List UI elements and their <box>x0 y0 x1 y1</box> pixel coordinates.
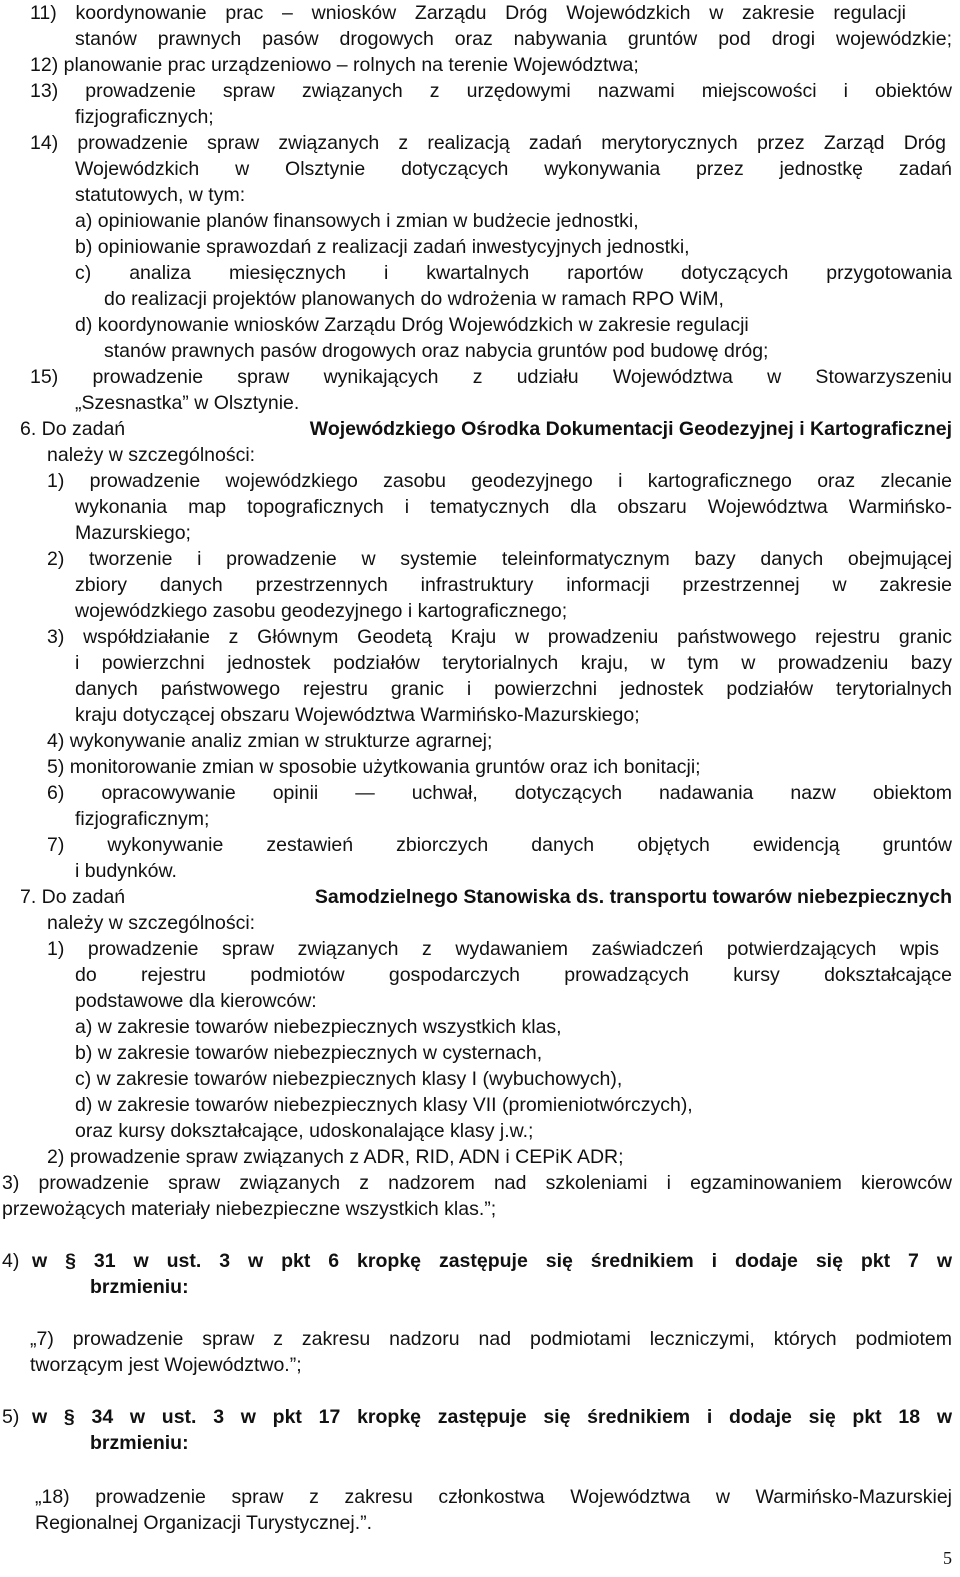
text-line: stanów prawnych pasów drogowych oraz nabycia gruntów pod budowę dróg; <box>104 340 769 362</box>
page-number: 5 <box>943 1548 952 1568</box>
text-line: i budynków. <box>75 860 177 882</box>
text-line: 1) prowadzenie spraw związanych z wydawaniem zaświadczeń potwierdzających wpis <box>47 938 939 960</box>
text-line: Mazurskiego; <box>75 522 191 544</box>
text-line: 2) prowadzenie spraw związanych z ADR, RID, ADN i CEPiK ADR; <box>47 1146 624 1168</box>
text-line: brzmieniu: <box>90 1276 189 1298</box>
text-line: 4) wykonywanie analiz zmian w strukturze agrarnej; <box>47 730 493 752</box>
text-line: tworzącym jest Województwo.”; <box>30 1354 302 1376</box>
text-line: 7) wykonywanie zestawień zbiorczych danych objętych ewidencją gruntów <box>47 834 952 856</box>
amendment-5 <box>2 1404 952 1430</box>
text-line: 6) opracowywanie opinii — uchwał, dotyczących nadawania nazw obiektom <box>47 782 952 804</box>
text-line: 15) prowadzenie spraw wynikających z udziału Województwa w Stowarzyszeniu <box>30 366 952 388</box>
amendment-text: w § 34 w ust. 3 w pkt 17 kropkę zastępuje się średnikiem i dodaje się pkt 18 w <box>32 1406 952 1428</box>
section-heading-7 <box>20 884 952 910</box>
text-line: d) koordynowanie wniosków Zarządu Dróg Wojewódzkich w zakresie regulacji <box>75 314 749 336</box>
text-line: wykonania map topograficznych i tematycznych dla obszaru Województwa Warmińsko- <box>75 496 952 518</box>
text-line: 3) współdziałanie z Głównym Geodetą Kraju w prowadzeniu państwowego rejestru granic <box>47 626 952 648</box>
text-line: należy w szczególności: <box>47 912 256 934</box>
text-line: podstawowe dla kierowców: <box>75 990 317 1012</box>
amendment-text: w § 31 w ust. 3 w pkt 6 kropkę zastępuje się średnikiem i dodaje się pkt 7 w <box>32 1250 952 1272</box>
text-line: oraz kursy dokształcające, udoskonalające klasy j.w.; <box>75 1120 534 1142</box>
text-line: b) w zakresie towarów niebezpiecznych w cysternach, <box>75 1042 543 1064</box>
heading-bold: Wojewódzkiego Ośrodka Dokumentacji Geodezyjnej i Kartograficznej <box>309 418 952 440</box>
text-line: Regionalnej Organizacji Turystycznej.”. <box>35 1512 373 1534</box>
text-line: 1) prowadzenie wojewódzkiego zasobu geodezyjnego i kartograficznego oraz zlecanie <box>47 470 952 492</box>
text-line: „7) prowadzenie spraw z zakresu nadzoru nad podmiotami leczniczymi, których podmiotem <box>30 1328 952 1350</box>
amendment-4 <box>2 1248 952 1274</box>
text-line: a) opiniowanie planów finansowych i zmian w budżecie jednostki, <box>75 210 639 232</box>
text-line: 13) prowadzenie spraw związanych z urzędowymi nazwami miejscowości i obiektów <box>30 80 952 102</box>
section-heading-6 <box>20 416 952 442</box>
text-line: i powierzchni jednostek podziałów terytorialnych kraju, w tym w prowadzeniu bazy <box>75 652 952 674</box>
heading-prefix: 7. Do zadań <box>20 886 131 908</box>
text-line: przewożących materiały niebezpieczne wszystkich klas.”; <box>2 1198 497 1220</box>
text-line: należy w szczególności: <box>47 444 256 466</box>
text-line: fizjograficznym; <box>75 808 210 830</box>
text-line: c) w zakresie towarów niebezpiecznych klasy I (wybuchowych), <box>75 1068 623 1090</box>
text-line: 2) tworzenie i prowadzenie w systemie teleinformatycznym bazy danych obejmującej <box>47 548 952 570</box>
text-line: statutowych, w tym: <box>75 184 246 206</box>
text-line: fizjograficznych; <box>75 106 214 128</box>
text-line: b) opiniowanie sprawozdań z realizacji zadań inwestycyjnych jednostki, <box>75 236 690 258</box>
text-line: stanów prawnych pasów drogowych oraz nabywania gruntów pod drogi wojewódzkie; <box>75 28 952 50</box>
text-line: 5) monitorowanie zmian w sposobie użytkowania gruntów oraz ich bonitacji; <box>47 756 701 778</box>
text-line: d) w zakresie towarów niebezpiecznych klasy VII (promieniotwórczych), <box>75 1094 693 1116</box>
text-line: danych państwowego rejestru granic i powierzchni jednostek podziałów terytorialnych <box>75 678 952 700</box>
text-line: 3) prowadzenie spraw związanych z nadzorem nad szkoleniami i egzaminowaniem kierowców <box>2 1172 952 1194</box>
text-line: 12) planowanie prac urządzeniowo – rolnych na terenie Województwa; <box>30 54 639 76</box>
text-line: brzmieniu: <box>90 1432 189 1454</box>
text-line: kraju dotyczącej obszaru Województwa Warmińsko-Mazurskiego; <box>75 704 640 726</box>
text-line: do rejestru podmiotów gospodarczych prowadzących kursy dokształcające <box>75 964 952 986</box>
text-line: „Szesnastka” w Olsztynie. <box>75 392 300 414</box>
text-line: a) w zakresie towarów niebezpiecznych wszystkich klas, <box>75 1016 562 1038</box>
heading-bold: Samodzielnego Stanowiska ds. transportu towarów niebezpiecznych <box>314 886 952 908</box>
text-line: do realizacji projektów planowanych do wdrożenia w ramach RPO WiM, <box>104 288 724 310</box>
text-line: Wojewódzkich w Olsztynie dotyczących wykonywania przez jednostkę zadań <box>75 158 952 180</box>
text-line: zbiory danych przestrzennych infrastruktury informacji przestrzennej w zakresie <box>75 574 952 596</box>
text-line: c) analiza miesięcznych i kwartalnych raportów dotyczących przygotowania <box>75 262 952 284</box>
text-line: „18) prowadzenie spraw z zakresu członkostwa Województwa w Warmińsko-Mazurskiej <box>35 1486 952 1508</box>
text-line: 14) prowadzenie spraw związanych z realizacją zadań merytorycznych przez Zarząd Dróg <box>30 132 946 154</box>
heading-prefix: 6. Do zadań <box>20 418 131 440</box>
amendment-number: 5) <box>2 1406 25 1428</box>
amendment-number: 4) <box>2 1250 25 1272</box>
text-line: wojewódzkiego zasobu geodezyjnego i kartograficznego; <box>75 600 568 622</box>
text-line: 11) koordynowanie prac – wniosków Zarządu Dróg Wojewódzkich w zakresie regulacji <box>30 2 906 24</box>
